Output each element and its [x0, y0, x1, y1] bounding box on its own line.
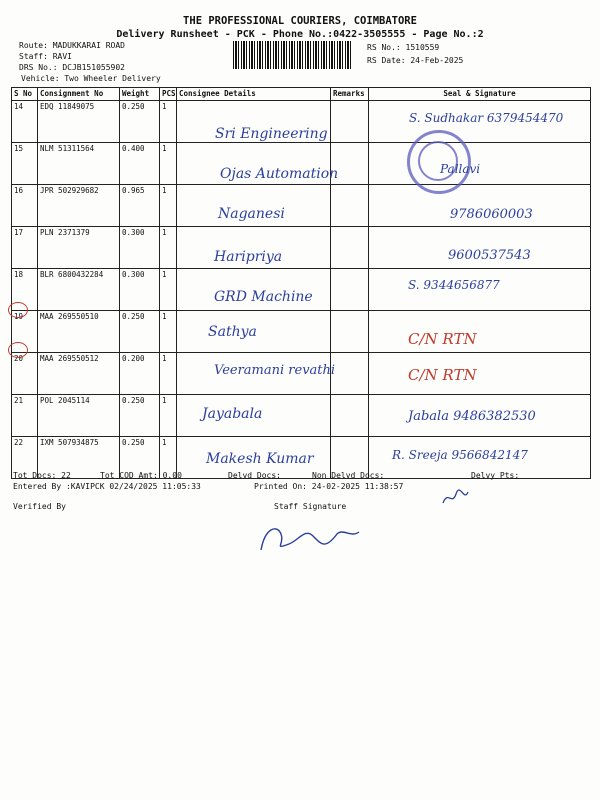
- row-weight: 0.250: [120, 395, 160, 437]
- handwritten-signature: S. Sudhakar 6379454470: [409, 111, 564, 125]
- row-sno: 16: [12, 185, 38, 227]
- row-pcs: 1: [160, 101, 177, 143]
- handwritten-signature: Pallavi: [440, 162, 481, 176]
- row-pcs: 1: [160, 311, 177, 353]
- row-sno: 18: [12, 269, 38, 311]
- entered-by: Entered By :KAVIPCK 02/24/2025 11:05:33: [13, 482, 201, 491]
- row-consignment: JPR 502929682: [38, 185, 120, 227]
- handwritten-consignee: Haripriya: [214, 249, 283, 265]
- verified-by-label: Verified By: [13, 502, 66, 511]
- col-pcs: PCS: [160, 88, 177, 101]
- col-sno: S No: [12, 88, 38, 101]
- total-docs: Tot Docs: 22: [13, 471, 71, 480]
- row-sno: 20: [12, 353, 38, 395]
- row-sno: 21: [12, 395, 38, 437]
- handwritten-signature: C/N RTN: [408, 330, 477, 348]
- row-pcs: 1: [160, 395, 177, 437]
- total-cod-amount: Tot COD Amt: 0.00: [100, 471, 182, 480]
- rs-date: RS Date: 24-Feb-2025: [367, 56, 464, 65]
- staff-signature-label: Staff Signature: [274, 502, 347, 511]
- handwritten-consignee: Jayabala: [202, 406, 263, 422]
- staff-signature-scribble: [255, 520, 365, 556]
- col-weight: Weight: [120, 88, 160, 101]
- col-consignee: Consignee Details: [177, 88, 331, 101]
- handwritten-consignee: Sathya: [208, 324, 257, 340]
- row-consignment: PLN 2371379: [38, 227, 120, 269]
- barcode-image: [233, 41, 353, 69]
- row-pcs: 1: [160, 269, 177, 311]
- handwritten-consignee: Sri Engineering: [215, 126, 328, 142]
- rs-number: RS No.: 1510559: [367, 43, 440, 52]
- row-sno: 15: [12, 143, 38, 185]
- drs-number: DRS No.: DCJB151055902: [19, 63, 125, 72]
- handwritten-consignee: GRD Machine: [214, 289, 313, 305]
- staff-label: Staff: RAVI: [19, 52, 72, 61]
- row-weight: 0.250: [120, 311, 160, 353]
- row-weight: 0.200: [120, 353, 160, 395]
- row-consignment: MAA 269550510: [38, 311, 120, 353]
- row-consignment: NLM 51311564: [38, 143, 120, 185]
- handwritten-signature: Jabala 9486382530: [408, 409, 536, 424]
- handwritten-signature: R. Sreeja 9566842147: [392, 448, 528, 462]
- printed-on: Printed On: 24-02-2025 11:38:57: [254, 482, 404, 491]
- row-sno: 22: [12, 437, 38, 479]
- row-sno: 19: [12, 311, 38, 353]
- route-label: Route: MADUKKARAI ROAD: [19, 41, 125, 50]
- table-row: [12, 311, 591, 353]
- row-consignment: POL 2045114: [38, 395, 120, 437]
- delivered-docs: Delvd Docs:: [228, 471, 281, 480]
- col-remarks: Remarks: [331, 88, 369, 101]
- row-sno: 14: [12, 101, 38, 143]
- handwritten-consignee: Ojas Automation: [220, 166, 339, 182]
- row-pcs: 1: [160, 227, 177, 269]
- row-weight: 0.965: [120, 185, 160, 227]
- company-title: THE PROFESSIONAL COURIERS, COIMBATORE: [183, 15, 417, 27]
- col-signature: Seal & Signature: [369, 88, 591, 101]
- row-weight: 0.250: [120, 101, 160, 143]
- delivery-points-scribble: [440, 488, 470, 508]
- handwritten-signature: 9600537543: [448, 248, 531, 263]
- handwritten-consignee: Veeramani revathi: [214, 363, 336, 378]
- red-circle-mark: [8, 342, 28, 358]
- row-consignment: IXM 507934875: [38, 437, 120, 479]
- handwritten-signature: 9786060003: [450, 207, 533, 222]
- row-pcs: 1: [160, 353, 177, 395]
- row-weight: 0.400: [120, 143, 160, 185]
- row-pcs: 1: [160, 437, 177, 479]
- row-consignment: EDQ 11849075: [38, 101, 120, 143]
- runsheet-subtitle: Delivery Runsheet - PCK - Phone No.:0422-3505555 - Page No.:2: [116, 29, 484, 40]
- table-header-row: [12, 88, 591, 101]
- vehicle-label: Vehicle: Two Wheeler Delivery: [21, 74, 161, 83]
- handwritten-consignee: Naganesi: [218, 206, 285, 222]
- row-weight: 0.300: [120, 227, 160, 269]
- handwritten-signature: S. 9344656877: [408, 278, 500, 292]
- red-circle-mark: [8, 302, 28, 318]
- row-consignment: MAA 269550512: [38, 353, 120, 395]
- col-consignment: Consignment No: [38, 88, 120, 101]
- non-delivered-docs: Non Delvd Docs:: [312, 471, 385, 480]
- row-weight: 0.250: [120, 437, 160, 479]
- row-consignment: BLR 6800432284: [38, 269, 120, 311]
- delivery-points: Delvy Pts:: [471, 471, 520, 480]
- row-weight: 0.300: [120, 269, 160, 311]
- handwritten-signature: C/N RTN: [408, 366, 477, 384]
- handwritten-consignee: Makesh Kumar: [206, 451, 314, 467]
- row-sno: 17: [12, 227, 38, 269]
- row-pcs: 1: [160, 185, 177, 227]
- row-pcs: 1: [160, 143, 177, 185]
